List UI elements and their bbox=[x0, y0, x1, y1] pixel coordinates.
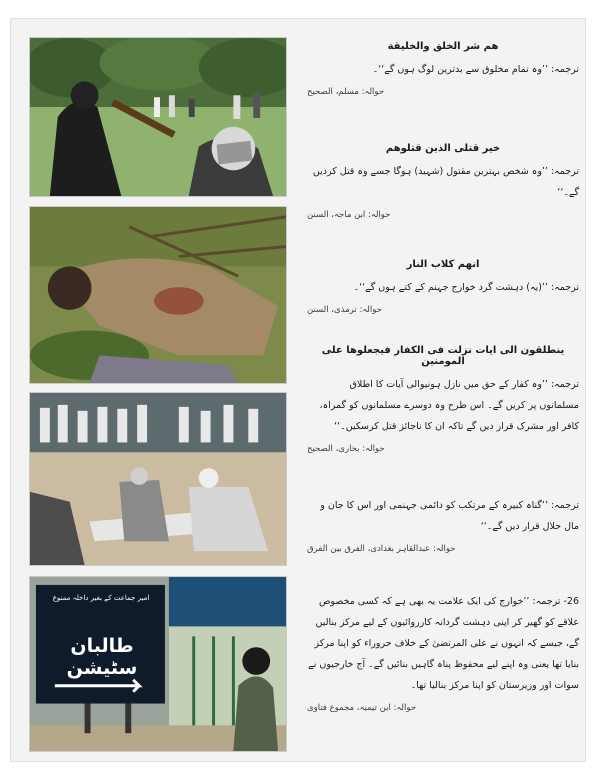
section-3 bbox=[307, 259, 579, 315]
reference: حوالہ: ترمذی، السنن bbox=[307, 305, 382, 315]
photo-signboard bbox=[29, 576, 287, 752]
reference: حوالہ: ابن تیمیہ، مجموع فتاوی bbox=[307, 703, 416, 713]
photo-armed-men-field-image bbox=[30, 38, 286, 196]
photo-armed-men-field bbox=[29, 37, 287, 197]
translation: ترجمہ: ’’گناہ کبیرہ کے مرتکب کو دائمی جہنمی اور اس کا جان و مال حلال قرار دیں گے۔‘‘ bbox=[320, 500, 579, 532]
arabic-quote: انهم کلاب النار bbox=[406, 259, 480, 270]
translation: 26- ترجمہ: ’’خوارج کی ایک علامت یہ بھی ہے کہ کسی مخصوص علاقے کو گھیر کر اپنی دہشت گردانہ کارروائیوں کے لیے مرکز بنالیں گے، جیسے کہ انہوں نے علی المرتضیٰ کے خلاف حروراء کو اپنا مرکز بنایا تھا یعنی وہ اپنے لیے محفوظ پناہ گاہیں بنائیں گے۔ آج خارجیوں نے سوات اور وزیرستان کو اپنا مرکز بنالیا تھا۔ bbox=[308, 596, 579, 691]
section-6 bbox=[307, 591, 579, 713]
photo-injured-man-image bbox=[30, 207, 286, 383]
reference: حوالہ: مسلم، الصحیح bbox=[307, 87, 385, 97]
translation: ترجمہ: ’’وہ تمام مخلوق سے بدترین لوگ ہوں گے‘‘۔ bbox=[372, 64, 579, 75]
signboard-small-text: امیر جماعت کے بغیر داخلہ ممنوع bbox=[52, 594, 150, 602]
arabic-quote: ينطلقون الى ايات نزلت فى الكفار فيجعلوها على المومنين bbox=[321, 345, 565, 367]
photo-crowd-scene-image bbox=[30, 393, 286, 565]
document-page bbox=[10, 18, 586, 762]
reference: حوالہ: ابن ماجہ، السنن bbox=[307, 210, 391, 220]
reference: حوالہ: عبدالقاہر بغدادی، الفرق بین الفرق bbox=[307, 544, 456, 554]
section-4 bbox=[307, 345, 579, 454]
section-5 bbox=[307, 495, 579, 554]
photo-crowd-scene bbox=[29, 392, 287, 566]
arabic-quote: خیر قتلی الذین قتلوهم bbox=[385, 143, 501, 154]
section-2 bbox=[307, 143, 579, 220]
photo-injured-man bbox=[29, 206, 287, 384]
arabic-quote: هم شر الخلق والخليقة bbox=[387, 41, 499, 52]
translation: ترجمہ: ’’وہ کفار کے حق میں نازل ہونیوالی آیات کا اطلاق مسلمانوں پر کریں گے۔ اس طرح وہ دوسرے مسلمانوں کو گمراہ، کافر اور مشرک قرار دیں گے تاکہ ان کا ناجائز قتل کرسکیں۔‘‘ bbox=[319, 379, 579, 432]
reference: حوالہ: بخاری، الصحیح bbox=[307, 444, 385, 454]
section-1 bbox=[307, 41, 579, 97]
translation: ترجمہ: ’’(یہ) دہشت گرد خوارج جہنم کے کتے ہوں گے‘‘۔ bbox=[353, 282, 579, 293]
translation: ترجمہ: ’’وہ شخص بہترین مقتول (شہید) ہوگا جسے وہ قتل کردیں گے۔‘‘ bbox=[312, 166, 579, 198]
signboard-main-text: طالبان سٹیشن bbox=[66, 635, 138, 679]
